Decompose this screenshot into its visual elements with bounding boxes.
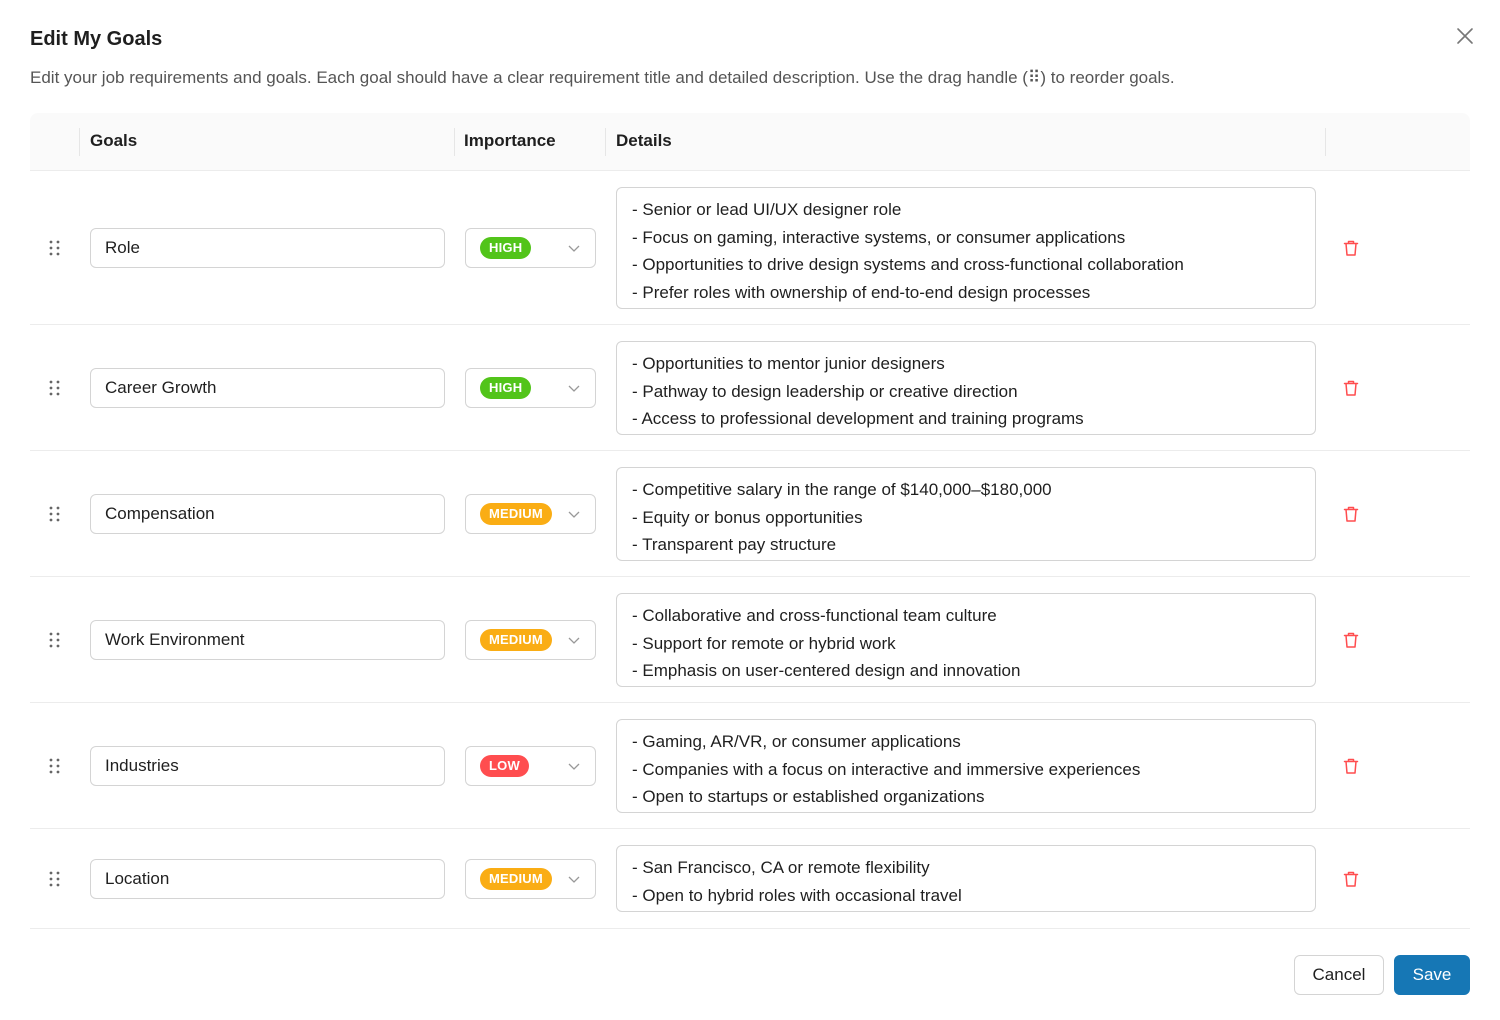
trash-icon[interactable]	[1342, 379, 1360, 397]
table-row	[30, 829, 1470, 929]
goal-title-input[interactable]	[90, 620, 445, 660]
table-row	[30, 451, 1470, 577]
details-textarea[interactable]	[616, 467, 1316, 561]
importance-badge: LOW	[480, 755, 529, 777]
importance-badge: MEDIUM	[480, 629, 552, 651]
details-line: - Collaborative and cross-functional team culture	[632, 606, 997, 625]
details-textarea[interactable]	[616, 593, 1316, 687]
details-line: - San Francisco, CA or remote flexibility	[632, 858, 930, 877]
header-details: Details	[616, 131, 672, 150]
drag-handle-icon[interactable]	[48, 631, 62, 649]
save-button[interactable]: Save	[1394, 955, 1470, 995]
cancel-button[interactable]: Cancel	[1294, 955, 1384, 995]
chevron-down-icon	[567, 633, 581, 647]
trash-icon[interactable]	[1342, 757, 1360, 775]
details-line: - Senior or lead UI/UX designer role	[632, 200, 902, 219]
details-line: - Access to professional development and training programs	[632, 409, 1084, 428]
importance-select[interactable]	[465, 620, 596, 660]
chevron-down-icon	[567, 381, 581, 395]
details-line: - Prefer roles with ownership of end-to-end design processes	[632, 282, 1091, 302]
importance-badge: HIGH	[480, 377, 531, 399]
details-textarea[interactable]	[616, 845, 1316, 912]
table-row	[30, 703, 1470, 829]
dialog-title: Edit My Goals	[30, 28, 163, 50]
details-line: - Support for remote or hybrid work	[632, 633, 896, 653]
column-separator	[454, 128, 455, 156]
trash-icon[interactable]	[1342, 505, 1360, 523]
column-separator	[79, 128, 80, 156]
details-line: - Equity or bonus opportunities	[632, 507, 863, 527]
details-line: - Companies with a focus on interactive and immersive experiences	[632, 759, 1141, 779]
importance-select[interactable]	[465, 859, 596, 899]
chevron-down-icon	[567, 872, 581, 886]
details-line: - Open to hybrid roles with occasional travel	[632, 885, 962, 905]
trash-icon[interactable]	[1342, 631, 1360, 649]
importance-badge: MEDIUM	[480, 868, 552, 890]
details-textarea[interactable]	[616, 341, 1316, 435]
details-textarea[interactable]	[616, 187, 1316, 309]
table-row	[30, 171, 1470, 325]
importance-badge: HIGH	[480, 237, 531, 259]
details-line: - Competitive salary in the range of $140,000–$180,000	[632, 480, 1052, 499]
chevron-down-icon	[567, 507, 581, 521]
details-line: - Pathway to design leadership or creative direction	[632, 381, 1018, 401]
column-separator	[1325, 128, 1326, 156]
details-line: - Transparent pay structure	[632, 535, 837, 554]
header-goals: Goals	[90, 131, 138, 150]
close-icon[interactable]	[1453, 24, 1477, 48]
goal-title-input[interactable]	[90, 494, 445, 534]
importance-select[interactable]	[465, 228, 596, 268]
importance-select[interactable]	[465, 746, 596, 786]
column-separator	[605, 128, 606, 156]
dialog-description: Edit your job requirements and goals. Each goal should have a clear requirement title and detailed description. Use the drag handle (⠿) to reorder goals.	[30, 68, 1175, 87]
details-line: - Opportunities to mentor junior designers	[632, 354, 945, 373]
trash-icon[interactable]	[1342, 239, 1360, 257]
importance-select[interactable]	[465, 494, 596, 534]
importance-badge: MEDIUM	[480, 503, 552, 525]
details-line: - Gaming, AR/VR, or consumer applications	[632, 732, 961, 751]
drag-handle-icon[interactable]	[48, 505, 62, 523]
table-row	[30, 325, 1470, 451]
drag-handle-icon[interactable]	[48, 870, 62, 888]
details-line: - Focus on gaming, interactive systems, or consumer applications	[632, 227, 1126, 247]
trash-icon[interactable]	[1342, 870, 1360, 888]
header-importance: Importance	[464, 131, 556, 150]
drag-handle-icon[interactable]	[48, 379, 62, 397]
chevron-down-icon	[567, 759, 581, 773]
details-line: - Open to startups or established organizations	[632, 787, 985, 806]
table-row	[30, 577, 1470, 703]
details-line: - Emphasis on user-centered design and innovation	[632, 661, 1021, 680]
goal-title-input[interactable]	[90, 228, 445, 268]
chevron-down-icon	[567, 241, 581, 255]
drag-handle-icon[interactable]	[48, 239, 62, 257]
goal-title-input[interactable]	[90, 859, 445, 899]
importance-select[interactable]	[465, 368, 596, 408]
details-textarea[interactable]	[616, 719, 1316, 813]
table-header	[30, 113, 1470, 171]
details-line: - Opportunities to drive design systems and cross-functional collaboration	[632, 255, 1184, 274]
drag-handle-icon[interactable]	[48, 757, 62, 775]
goal-title-input[interactable]	[90, 746, 445, 786]
goal-title-input[interactable]	[90, 368, 445, 408]
goals-table	[30, 113, 1470, 905]
